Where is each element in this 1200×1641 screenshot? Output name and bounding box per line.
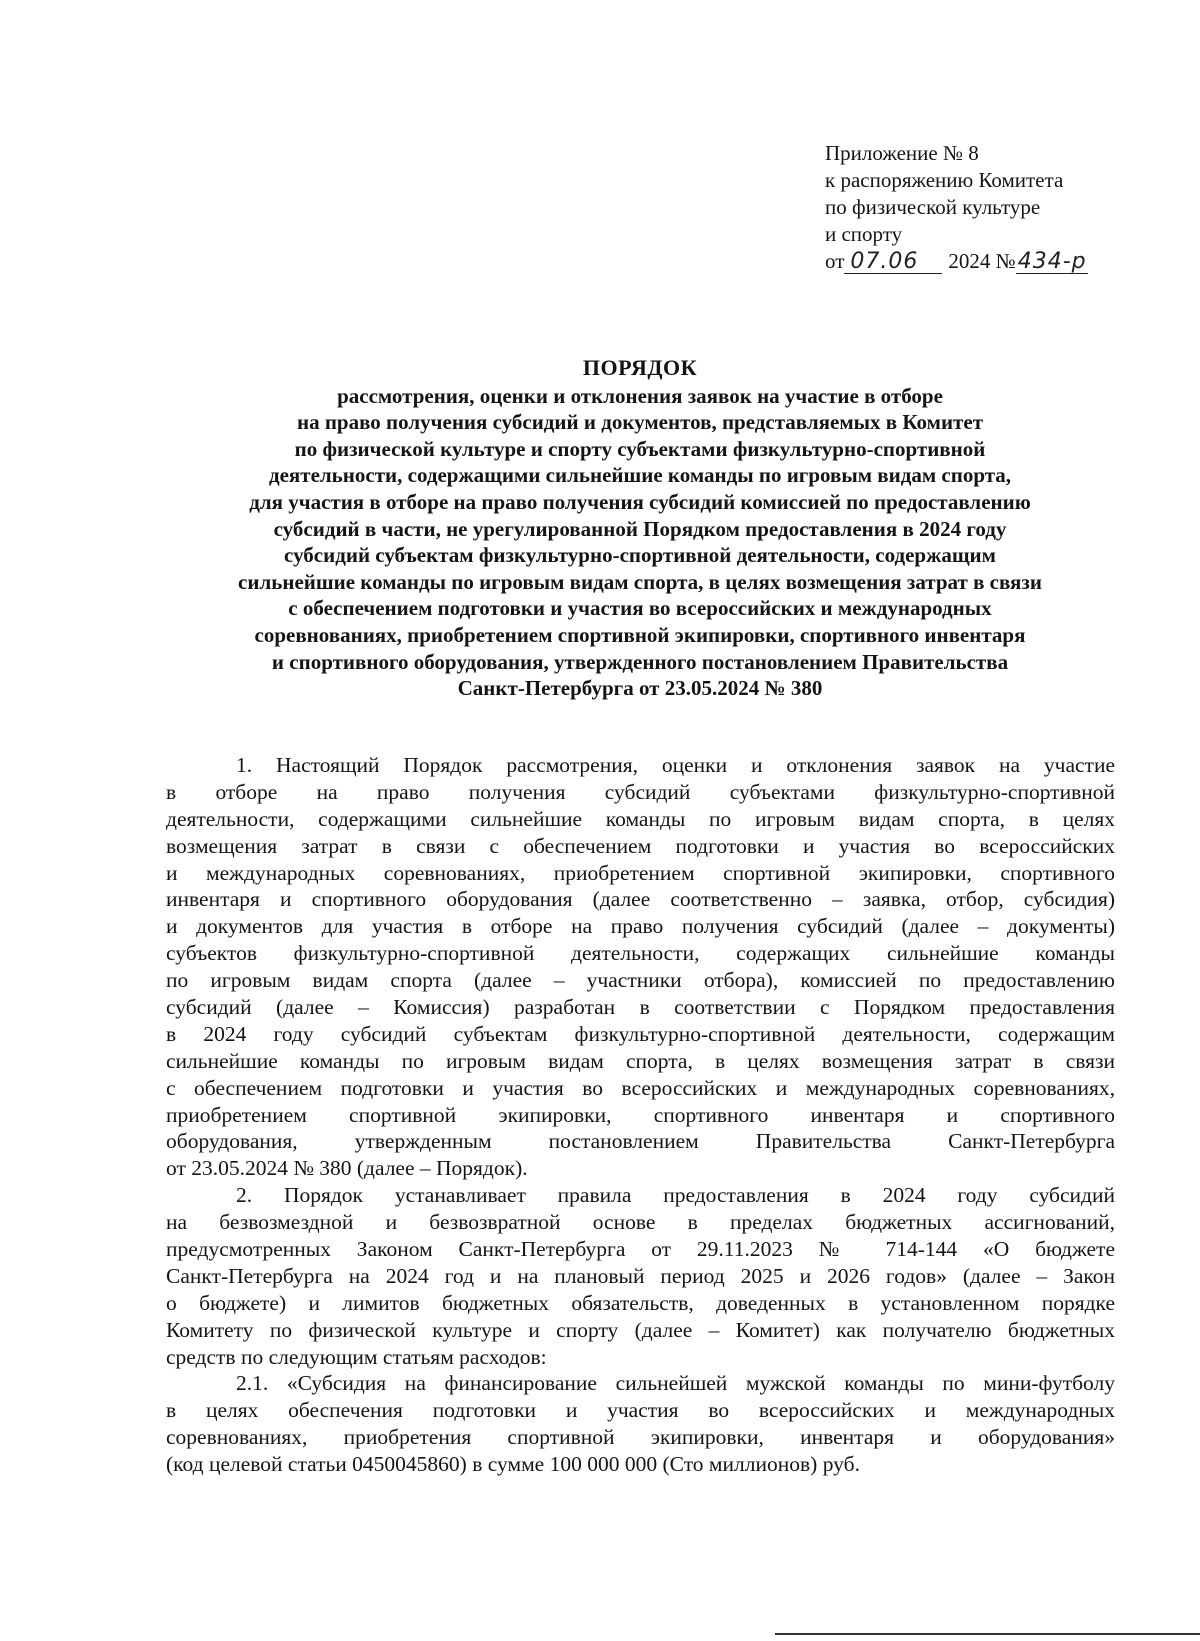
title-line: рассмотрения, оценки и отклонения заявок на участие в отборе	[337, 383, 943, 408]
paragraph-1-line: и международных соревнованиях, приобретением спортивной экипировки, спортивного	[166, 860, 1115, 885]
paragraph-1-line: инвентаря и спортивного оборудования (далее соответственно – заявка, отбор, субсидия)	[166, 887, 1115, 912]
title-line: для участия в отборе на право получения субсидий комиссией по предоставлению	[249, 489, 1031, 514]
appendix-date-line	[825, 248, 1088, 275]
paragraph-2-1-line: (код целевой статьи 0450045860) в сумме 100 000 000 (Сто миллионов) руб.	[166, 1452, 860, 1477]
paragraph-2-line: 2. Порядок устанавливает правила предоставления в 2024 году субсидий	[236, 1183, 1115, 1208]
paragraph-1-line: от 23.05.2024 № 380 (далее – Порядок).	[166, 1156, 528, 1181]
paragraph-1-line: 1. Настоящий Порядок рассмотрения, оценки и отклонения заявок на участие	[236, 753, 1115, 777]
paragraph-2-line: о бюджете) и лимитов бюджетных обязательств, доведенных в установленном порядке	[166, 1290, 1115, 1315]
title-line: и спортивного оборудования, утвержденного постановлением Правительства	[271, 649, 1009, 674]
appendix-header	[825, 140, 1088, 275]
paragraph-1-line: деятельности, содержащими сильнейшие команды по игровым видам спорта, в целях	[166, 806, 1115, 831]
page-bottom-rule	[775, 1633, 1200, 1635]
title-line: Санкт-Петербурга от 23.05.2024 № 380	[457, 676, 823, 701]
title-line: соревнованиях, приобретением спортивной экипировки, спортивного инвентаря	[254, 622, 1026, 647]
paragraph-2-line: Санкт-Петербурга на 2024 год и на плановый период 2025 и 2026 годов» (далее – Закон	[166, 1263, 1115, 1288]
paragraph-1-line: оборудования, утвержденным постановлением Правительства Санкт-Петербурга	[166, 1129, 1115, 1154]
appendix-line: по физической культуре	[825, 195, 1041, 219]
title-line: деятельности, содержащими сильнейшие команды по игровым видам спорта,	[268, 463, 1012, 488]
appendix-line: к распоряжению Комитета	[825, 168, 1064, 192]
title-line: по физической культуре и спорту субъектами физкультурно-спортивной	[294, 436, 986, 461]
handwritten-number: 434-р	[1017, 249, 1087, 274]
title-line: на право получения субсидий и документов, представляемых в Комитет	[296, 410, 984, 435]
paragraph-1-line: в отборе на право получения субсидий субъектами физкультурно-спортивной	[166, 779, 1115, 804]
paragraph-2-1-line: соревнованиях, приобретения спортивной экипировки, инвентаря и оборудования»	[166, 1425, 1115, 1450]
paragraph-1-line: и документов для участия в отборе на право получения субсидий (далее – документы)	[166, 914, 1115, 939]
date-prefix: от	[825, 249, 845, 273]
title-line: субсидий субъектам физкультурно-спортивной деятельности, содержащим	[284, 543, 996, 568]
document-body	[166, 752, 1115, 1478]
title-line: субсидий в части, не урегулированной Порядком предоставления в 2024 году	[273, 516, 1007, 541]
paragraph-1-line: приобретением спортивной экипировки, спортивного инвентаря и спортивного	[166, 1102, 1115, 1127]
document-title	[140, 355, 1140, 702]
paragraph-2-line: предусмотренных Законом Санкт-Петербурга от 29.11.2023 № 714-144 «О бюджете	[166, 1237, 1115, 1262]
paragraph-1-line: субсидий (далее – Комиссия) разработан в соответствии с Порядком предоставления	[166, 995, 1115, 1020]
handwritten-date: 07.06	[844, 251, 942, 274]
paragraph-1-line: возмещения затрат в связи с обеспечением подготовки и участия во всероссийских	[166, 833, 1115, 858]
year-text: 2024 №	[948, 249, 1016, 273]
appendix-line: и спорту	[825, 222, 903, 246]
paragraph-2-line: на безвозмездной и безвозвратной основе в пределах бюджетных ассигнований,	[166, 1210, 1115, 1235]
paragraph-1-line: по игровым видам спорта (далее – участники отбора), комиссией по предоставлению	[166, 968, 1115, 993]
appendix-line: Приложение № 8	[825, 141, 979, 165]
paragraph-1-line: с обеспечением подготовки и участия во всероссийских и международных соревнованиях,	[166, 1075, 1115, 1100]
paragraph-2-line: средств по следующим статьям расходов:	[166, 1344, 547, 1369]
paragraph-2-1-line: 2.1. «Субсидия на финансирование сильнейшей мужской команды по мини-футболу	[236, 1371, 1115, 1396]
title-line: с обеспечением подготовки и участия во всероссийских и международных	[288, 596, 992, 621]
paragraph-2-1-line: в целях обеспечения подготовки и участия во всероссийских и международных	[166, 1398, 1115, 1423]
paragraph-1-line: субъектов физкультурно-спортивной деятельности, содержащих сильнейшие команды	[166, 941, 1115, 966]
paragraph-2-line: Комитету по физической культуре и спорту (далее – Комитет) как получателю бюджетных	[166, 1317, 1115, 1342]
title-heading: ПОРЯДОК	[582, 355, 698, 380]
paragraph-1-line: сильнейшие команды по игровым видам спорта, в целях возмещения затрат в связи	[166, 1048, 1115, 1073]
title-line: сильнейшие команды по игровым видам спорта, в целях возмещения затрат в связи	[238, 569, 1042, 594]
paragraph-1-line: в 2024 году субсидий субъектам физкультурно-спортивной деятельности, содержащим	[166, 1021, 1115, 1046]
